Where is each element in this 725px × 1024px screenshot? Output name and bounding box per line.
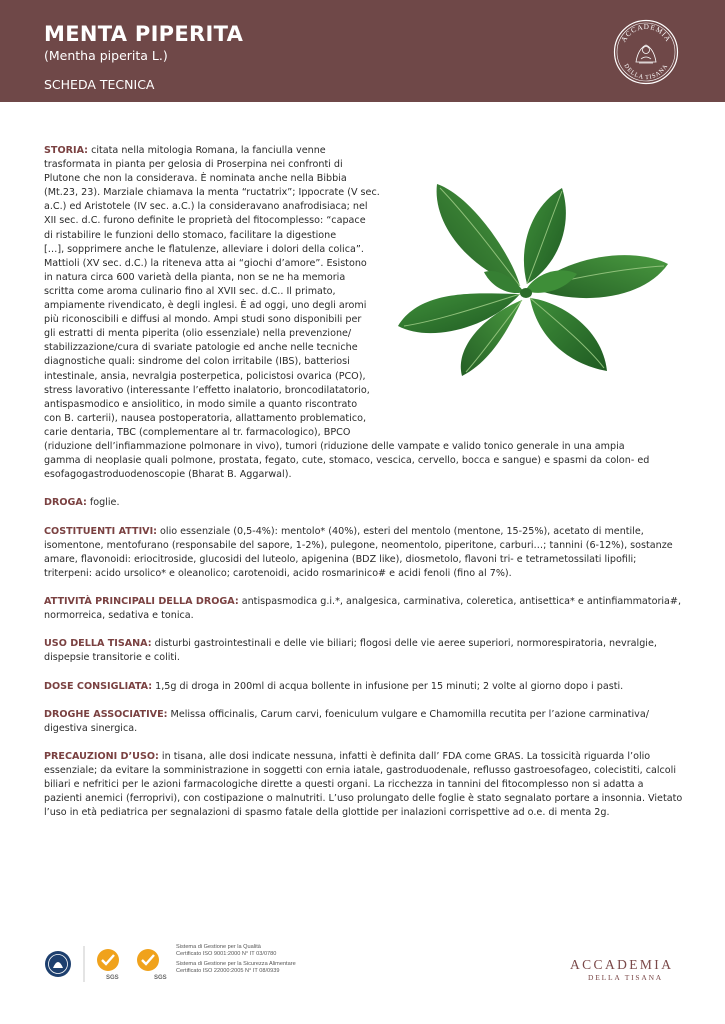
- section-dosi: [44, 680, 684, 694]
- storia-line: scritta come aroma culinario fino al XVII sec. d.C.. Il primato,: [44, 285, 336, 297]
- sgs-logo-quality: [97, 949, 119, 981]
- attivita-label: ATTIVITÀ PRINCIPALI DELLA DROGA:: [44, 596, 239, 607]
- certification-text: [176, 944, 326, 975]
- storia-line: XII sec. d.C. furono definite le proprietà del fitocomplesso: “capace: [44, 215, 366, 227]
- header-banner: [0, 0, 725, 102]
- technical-sheet-content: [44, 144, 684, 835]
- svg-text:ACCADEMIA: ACCADEMIA: [619, 22, 673, 44]
- latin-name: (Mentha piperita L.): [44, 48, 168, 63]
- section-storia: [44, 144, 684, 482]
- uso-text: disturbi gastrointestinali e delle vie biliari; flogosi delle vie aeree superiori, normorespiratoria, nevralgie, dispepsie transitorie e coliti.: [44, 638, 657, 664]
- cert-line: Sistema di Gestione per la Sicurezza Alimentare: [176, 961, 296, 967]
- section-droga: [44, 496, 684, 510]
- storia-line: con B. carterii), nausea postoperatoria, allattamento problematico,: [44, 412, 367, 424]
- dosi-text: 1,5g di droga in 200ml di acqua bollente in infusione per 15 minuti; 2 volte al giorno dopo i pasti.: [152, 680, 624, 692]
- storia-label: STORIA:: [44, 145, 89, 156]
- storia-line: (riduzione dell’infiammazione polmonare in vivo), tumori (riduzione delle vampate e valido tonico generale in una ampia: [44, 440, 625, 452]
- section-attivita: [44, 595, 684, 623]
- section-uso: [44, 637, 684, 665]
- attivita-text: antispasmodica g.i.*, analgesica, carminativa, coleretica, antisettica* e antinfiammatoria#, normorreica, sedativa e tonica.: [44, 596, 682, 622]
- droga-text: foglie.: [86, 497, 120, 509]
- storia-line: ampiamente rivendicato, è degli inglesi. È ad oggi, uno degli aromi: [44, 300, 367, 312]
- storia-line: di ristabilire le funzioni dello stomaco, facilitare la digestione: [44, 229, 337, 241]
- storia-line: intestinale, ansia, nevralgia posterpetica, policistosi ovarica (PCO),: [44, 370, 366, 382]
- product-title: MENTA PIPERITA: [44, 22, 244, 46]
- storia-line: carie dentaria, TBC (complementare al tr. farmacologico), BPCO: [44, 426, 351, 438]
- cert-line: Sistema di Gestione per la Qualità: [176, 944, 261, 950]
- accredia-logo: [45, 951, 71, 977]
- storia-line: Mattioli (XV sec. d.C.) la riteneva atta ai “giochi d’amore”. Esistono: [44, 257, 367, 269]
- storia-line: citata nella mitologia Romana, la fanciulla venne: [88, 145, 326, 156]
- storia-line: antispasmodico e ansiolitico, in modo simile a quanto riscontrato: [44, 398, 358, 410]
- sheet-type: SCHEDA TECNICA: [44, 77, 155, 92]
- costituenti-label: COSTITUENTI ATTIVI:: [44, 525, 157, 537]
- storia-line: stress lavorativo (interessante l’effetto inalatorio, broncodilatatorio,: [44, 384, 370, 396]
- sgs-logo-food-safety: [137, 949, 167, 981]
- section-precauzioni: [44, 750, 684, 820]
- dosi-label: DOSE CONSIGLIATA:: [44, 680, 153, 692]
- storia-line: […], sopprimere anche le flatulenze, alleviare i dolori della colica”.: [44, 243, 364, 255]
- storia-line: a.C.) ed Aristotele (IV sec. a.C.) la consideravano anafrodisiaca; nel: [44, 201, 368, 213]
- storia-line: esofagogastroduodenoscopie (Bharat B. Aggarwal).: [44, 469, 292, 481]
- cert-line: Certificato ISO 22000:2005 N° IT 08/0939: [176, 968, 280, 974]
- storia-line: gamma di neoplasie quali polmone, prostata, fegato, cute, stomaco, vescica, cervello, bocca e sangue) e spasmi da colon- ed: [44, 455, 650, 467]
- accademia-seal-logo: [613, 19, 679, 85]
- footer-brand-sub: DELLA TISANA: [588, 973, 664, 982]
- svg-text:SGS: SGS: [154, 975, 167, 981]
- storia-line: Plutone che non la considerava. È nominata anche nella Bibbia: [44, 173, 347, 185]
- uso-label: USO DELLA TISANA:: [44, 638, 152, 650]
- footer-brand: ACCADEMIA: [570, 957, 674, 972]
- svg-text:DELLA TISANA: DELLA TISANA: [622, 62, 670, 82]
- svg-text:SGS: SGS: [106, 975, 119, 981]
- storia-line: (Mt.23, 23). Marziale chiamava la menta “ructatrix”; Ippocrate (V sec.: [44, 187, 380, 199]
- precauzioni-text: in tisana, alle dosi indicate nessuna, infatti è definita dall’ FDA come GRAS. La tossicità riguarda l’olio essenziale; da evitare la somministrazione in soggetti con ernia iatale, gastroduodenale, reflusso gastroesofageo, colecistiti, calcoli biliari e nefritici per le azioni farmacologiche dirette a questi organi. La ricchezza in tannini del fitocomplesso non si adatta a pazienti anemici (ferroprivi), con costipazione o malnutriti. L’uso prolungato delle foglie è stato segnalato portare a insonnia. Vietato l’uso in età pediatrica per segnalazioni di spasmo fatale della glottide per inalazioni corrispettive ad o.e. di menta 2g.: [44, 751, 683, 819]
- droga-label: DROGA:: [44, 497, 87, 509]
- associative-label: DROGHE ASSOCIATIVE:: [44, 708, 168, 720]
- storia-line: gli estratti di menta piperita (olio essenziale) nella prevenzione/: [44, 328, 352, 340]
- section-costituenti: [44, 525, 684, 581]
- section-associative: [44, 708, 684, 736]
- storia-line: trasformata in pianta per gelosia di Proserpina nei confronti di: [44, 159, 343, 171]
- storia-line: diagnostiche quali: sindrome del colon irritabile (IBS), batteriosi: [44, 356, 350, 368]
- costituenti-text: olio essenziale (0,5-4%): mentolo* (40%), esteri del mentolo (mentone, 15-25%), acetato di mentile, isomentone, mentofurano (responsabile del sapore, 1-2%), pulegone, neomentolo, piperitone, carburi…; tannini (6-12%), sostanze amare, flavonoidi: eriocitroside, glucosidi del luteolo, apigenina (BDZ like), diosmetolo, flavoni tri- e tetrametossilati lipofili; triterpeni: acido ursolico* e oleanolico; carotenoidi, acido rosmarinico# e acidi fenoli (fino al 7%).: [44, 525, 673, 579]
- cert-line: Certificato ISO 9001:2000 N° IT 03/0780: [176, 951, 277, 957]
- storia-line: più riconoscibili e diffusi al mondo. Ampi studi sono disponibili per: [44, 314, 362, 326]
- precauzioni-label: PRECAUZIONI D’USO:: [44, 751, 159, 763]
- certification-logos: [44, 942, 172, 986]
- storia-line: in natura circa 600 varietà della pianta, non se ne ha memoria: [44, 271, 346, 283]
- associative-text: Melissa officinalis, Carum carvi, foeniculum vulgare e Chamomilla recutita per l’azione carminativa/ digestiva sinergica.: [44, 708, 649, 734]
- storia-line: stabilizzazione/cura di svariate patologie ed anche nelle tecniche: [44, 342, 358, 354]
